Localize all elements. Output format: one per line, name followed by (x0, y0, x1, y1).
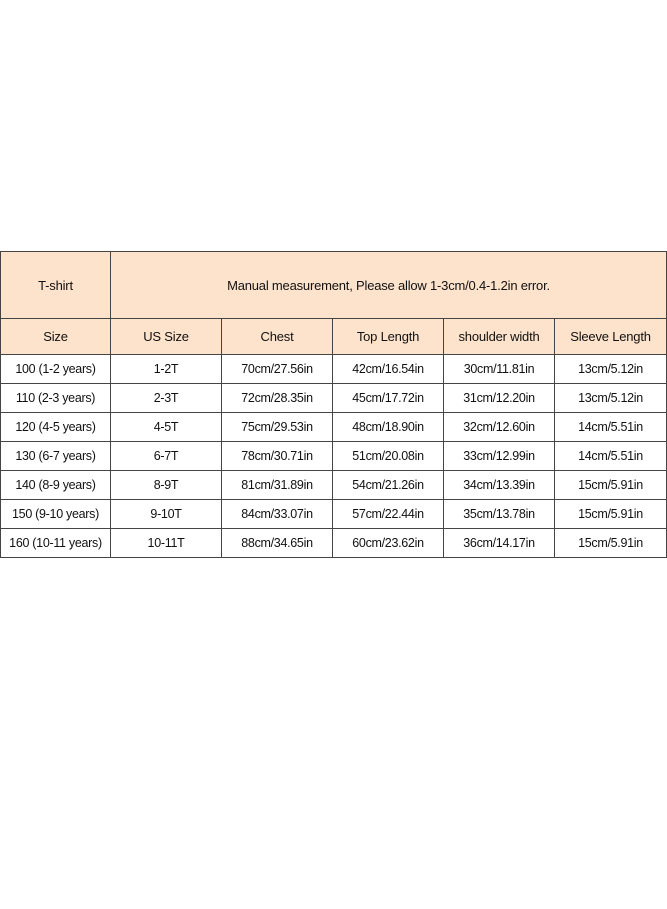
column-header-size: Size (1, 319, 111, 355)
us-size-cell: 1-2T (111, 355, 222, 384)
top-length-cell: 45cm/17.72in (333, 384, 444, 413)
sleeve-length-cell: 14cm/5.51in (555, 413, 667, 442)
table-row (1, 471, 667, 500)
sleeve-length-cell: 14cm/5.51in (555, 442, 667, 471)
column-header-chest: Chest (222, 319, 333, 355)
column-header-row (1, 319, 667, 355)
us-size-cell: 9-10T (111, 500, 222, 529)
sleeve-length-cell: 15cm/5.91in (555, 529, 667, 558)
us-size-cell: 10-11T (111, 529, 222, 558)
shoulder-width-cell: 30cm/11.81in (444, 355, 555, 384)
table-body (1, 355, 667, 558)
us-size-cell: 4-5T (111, 413, 222, 442)
shoulder-width-cell: 33cm/12.99in (444, 442, 555, 471)
top-length-cell: 51cm/20.08in (333, 442, 444, 471)
column-header-top-length: Top Length (333, 319, 444, 355)
table-row (1, 355, 667, 384)
size-cell: 110 (2-3 years) (1, 384, 111, 413)
shoulder-width-cell: 34cm/13.39in (444, 471, 555, 500)
shoulder-width-cell: 32cm/12.60in (444, 413, 555, 442)
chest-cell: 70cm/27.56in (222, 355, 333, 384)
top-length-cell: 48cm/18.90in (333, 413, 444, 442)
shoulder-width-cell: 36cm/14.17in (444, 529, 555, 558)
column-header-us-size: US Size (111, 319, 222, 355)
sleeve-length-cell: 15cm/5.91in (555, 500, 667, 529)
size-cell: 140 (8-9 years) (1, 471, 111, 500)
us-size-cell: 6-7T (111, 442, 222, 471)
sleeve-length-cell: 13cm/5.12in (555, 384, 667, 413)
title-row (1, 252, 667, 319)
size-cell: 100 (1-2 years) (1, 355, 111, 384)
top-length-cell: 57cm/22.44in (333, 500, 444, 529)
chest-cell: 81cm/31.89in (222, 471, 333, 500)
top-length-cell: 54cm/21.26in (333, 471, 444, 500)
sleeve-length-cell: 13cm/5.12in (555, 355, 667, 384)
chest-cell: 84cm/33.07in (222, 500, 333, 529)
us-size-cell: 8-9T (111, 471, 222, 500)
table-row (1, 529, 667, 558)
shoulder-width-cell: 31cm/12.20in (444, 384, 555, 413)
chest-cell: 75cm/29.53in (222, 413, 333, 442)
table-row (1, 442, 667, 471)
size-cell: 150 (9-10 years) (1, 500, 111, 529)
column-header-sleeve-length: Sleeve Length (555, 319, 667, 355)
column-header-shoulder-width: shoulder width (444, 319, 555, 355)
chest-cell: 72cm/28.35in (222, 384, 333, 413)
size-chart-table (0, 251, 667, 558)
table-row (1, 500, 667, 529)
top-length-cell: 42cm/16.54in (333, 355, 444, 384)
size-cell: 130 (6-7 years) (1, 442, 111, 471)
measurement-note: Manual measurement, Please allow 1-3cm/0.4-1.2in error. (111, 252, 667, 319)
table-row (1, 384, 667, 413)
size-cell: 160 (10-11 years) (1, 529, 111, 558)
chest-cell: 78cm/30.71in (222, 442, 333, 471)
sleeve-length-cell: 15cm/5.91in (555, 471, 667, 500)
top-length-cell: 60cm/23.62in (333, 529, 444, 558)
shoulder-width-cell: 35cm/13.78in (444, 500, 555, 529)
size-cell: 120 (4-5 years) (1, 413, 111, 442)
table-row (1, 413, 667, 442)
us-size-cell: 2-3T (111, 384, 222, 413)
product-label: T-shirt (1, 252, 111, 319)
chest-cell: 88cm/34.65in (222, 529, 333, 558)
